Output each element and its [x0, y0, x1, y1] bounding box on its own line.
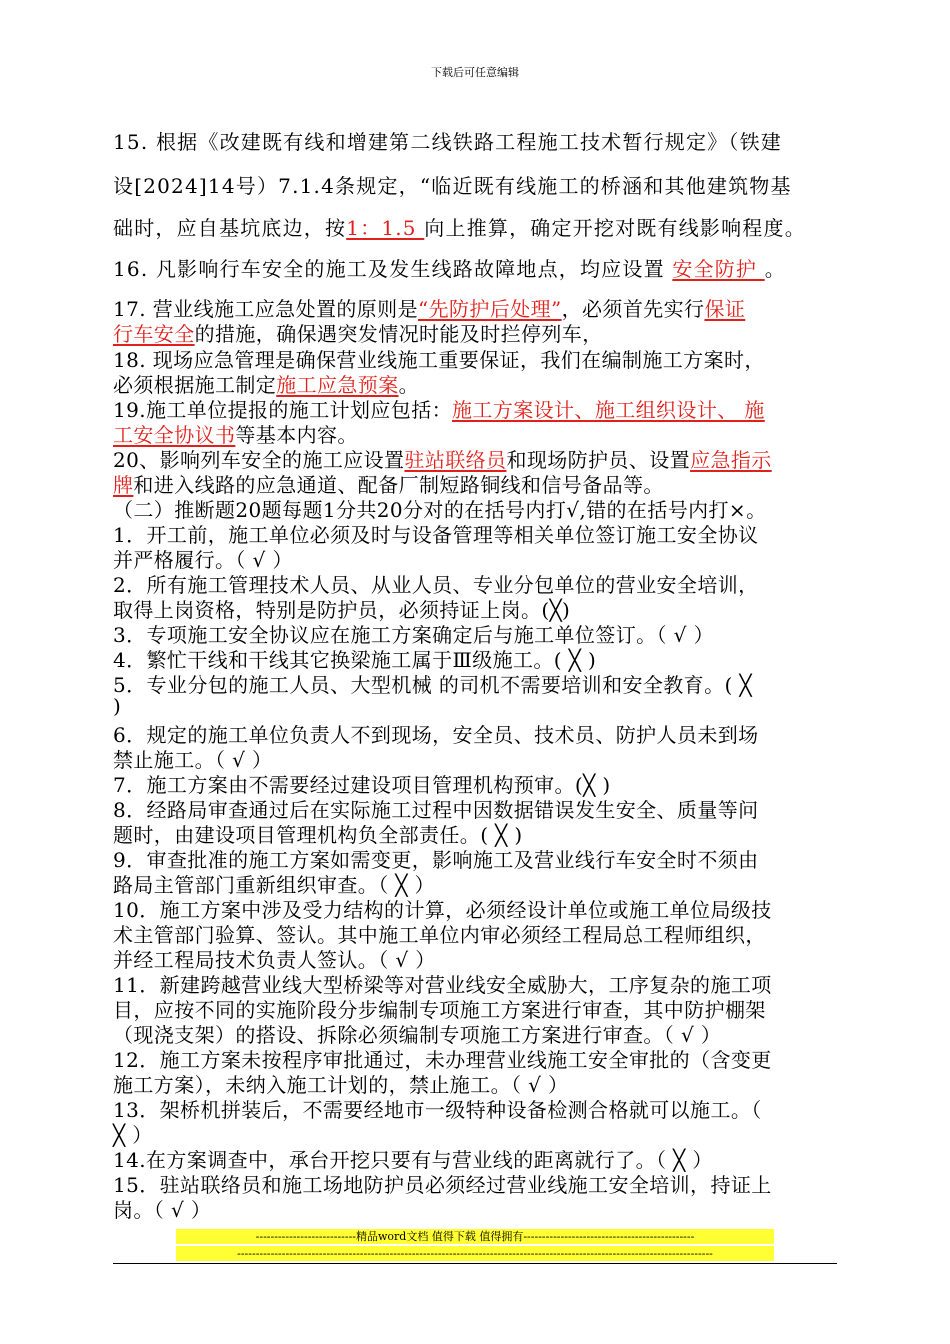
- text-run: 18. 现场应急管理是确保营业线施工重要保证，我们在编制施工方案时，: [113, 348, 765, 372]
- text-run: 取得上岗资格，特别是防护员，必须持证上岗。(╳): [113, 598, 571, 622]
- text-run: 题时，由建设项目管理机构负全部责任。( ╳ ): [113, 823, 523, 847]
- text-run: 必须根据施工制定: [113, 373, 277, 397]
- text-run: 9．审查批准的施工方案如需变更，影响施工及营业线行车安全时不须由: [113, 848, 759, 872]
- answer-blank: 施工应急预案: [276, 373, 399, 397]
- text-run: 14.在方案调查中，承台开挖只要有与营业线的距离就行了。（ ╳ ）: [113, 1148, 713, 1172]
- text-run: 向上推算，确定开挖对既有线影响程度。: [424, 216, 806, 240]
- text-run: 目，应按不同的实施阶段分步编制专项施工方案进行审查，其中防护棚架: [113, 998, 766, 1022]
- text-line: [113, 126, 839, 155]
- answer-blank: 应急指示: [690, 448, 772, 472]
- text-run: ╳ ）: [113, 1123, 153, 1147]
- text-line: [113, 1194, 839, 1223]
- text-run: 5．专业分包的施工人员、大型机械 的司机不需要培训和安全教育。( ╳: [113, 673, 752, 697]
- text-line: [113, 694, 839, 718]
- page-header: 下载后可任意编辑: [431, 66, 519, 79]
- text-run: 等基本内容。: [235, 423, 358, 447]
- text-run: ，必须首先实行: [561, 297, 705, 321]
- answer-blank: 行车安全: [113, 322, 195, 346]
- text-run: 10．施工方案中涉及受力结构的计算，必须经设计单位或施工单位局级技: [113, 898, 772, 922]
- answer-blank: 保证: [704, 297, 746, 321]
- text-line: [113, 212, 839, 241]
- text-run: 8．经路局审查通过后在实际施工过程中因数据错误发生安全、质量等问: [113, 798, 759, 822]
- answer-blank: 安全防护: [672, 257, 765, 281]
- text-run: 和现场防护员、设置: [506, 448, 691, 472]
- text-run: 1．开工前，施工单位必须及时与设备管理等相关单位签订施工安全协议: [113, 523, 759, 547]
- text-run: ): [113, 694, 122, 718]
- answer-blank: 1：1.5: [346, 216, 425, 240]
- text-run: （二）推断题20题每题1分共20分对的在括号内打√,错的在括号内打×。: [113, 498, 767, 522]
- text-run: 禁止施工。（ √ ）: [113, 748, 273, 772]
- answer-blank: “先防护后处理”: [417, 297, 562, 321]
- text-run: 15. 根据《改建既有线和增建第二线铁路工程施工技术暂行规定》（铁建: [113, 130, 782, 154]
- text-run: 13．架桥机拼装后，不需要经地市一级特种设备检测合格就可以施工。（: [113, 1098, 762, 1122]
- text-run: 设[2024]14号）7.1.4条规定，“临近既有线施工的桥涵和其他建筑物基: [113, 174, 792, 198]
- text-run: 17. 营业线施工应急处置的原则是: [113, 297, 418, 321]
- text-run: 3．专项施工安全协议应在施工方案确定后与施工单位签订。（ √ ）: [113, 623, 714, 647]
- text-run: 并经工程局技术负责人签认。（ √ ）: [113, 948, 436, 972]
- text-run: 。: [764, 257, 786, 281]
- text-line: [113, 253, 839, 282]
- text-run: （现浇支架）的搭设、拆除必须编制专项施工方案进行审查。（ √ ）: [113, 1023, 722, 1047]
- text-run: 的措施，确保遇突发情况时能及时拦停列车，: [194, 322, 603, 346]
- text-run: 6．规定的施工单位负责人不到现场，安全员、技术员、防护人员未到场: [113, 723, 759, 747]
- text-run: 并严格履行。（ √ ）: [113, 548, 293, 572]
- text-run: 2．所有施工管理技术人员、从业人员、专业分包单位的营业安全培训，: [113, 573, 759, 597]
- text-run: 20、影响列车安全的施工应设置: [113, 448, 405, 472]
- text-run: 15．驻站联络员和施工场地防护员必须经过营业线施工安全培训，持证上: [113, 1173, 772, 1197]
- text-run: 岗。（ √ ）: [113, 1198, 212, 1222]
- text-run: 7．施工方案由不需要经过建设项目管理机构预审。(╳ ): [113, 773, 611, 797]
- footer-banner-line2: --------------------------------------------------------------------------------------------------------------------------------: [176, 1246, 774, 1261]
- answer-blank: 施工方案设计、施工组织设计、 施: [452, 398, 765, 422]
- text-run: 础时，应自基坑底边，按: [113, 216, 347, 240]
- footer-rule: [113, 1263, 837, 1264]
- text-run: 和进入线路的应急通道、配备厂制短路铜线和信号备品等。: [133, 473, 664, 497]
- text-run: 4．繁忙干线和干线其它换梁施工属于Ⅲ级施工。( ╳ ): [113, 648, 597, 672]
- answer-blank: 驻站联络员: [404, 448, 507, 472]
- text-run: 路局主管部门重新组织审查。（ ╳ ）: [113, 873, 435, 897]
- text-run: 。: [398, 373, 420, 397]
- text-run: 19.施工单位提报的施工计划应包括：: [113, 398, 453, 422]
- answer-blank: 工安全协议书: [113, 423, 236, 447]
- text-run: 16. 凡影响行车安全的施工及发生线路故障地点，均应设置: [113, 257, 673, 281]
- text-run: 术主管部门验算、签认。其中施工单位内审必须经工程局总工程师组织，: [113, 923, 766, 947]
- answer-blank: 牌: [113, 473, 134, 497]
- text-run: 施工方案），未纳入施工计划的，禁止施工。（ √ ）: [113, 1073, 569, 1097]
- text-run: 12．施工方案未按程序审批通过，未办理营业线施工安全审批的（含变更: [113, 1048, 772, 1072]
- footer-banner-line1: ---------------------------精品word文档 值得下载 值得拥有----------------------------------------------: [176, 1229, 774, 1244]
- text-line: [113, 318, 839, 347]
- text-run: 11．新建跨越营业线大型桥梁等对营业线安全威胁大，工序复杂的施工项: [113, 973, 772, 997]
- text-line: [113, 170, 839, 199]
